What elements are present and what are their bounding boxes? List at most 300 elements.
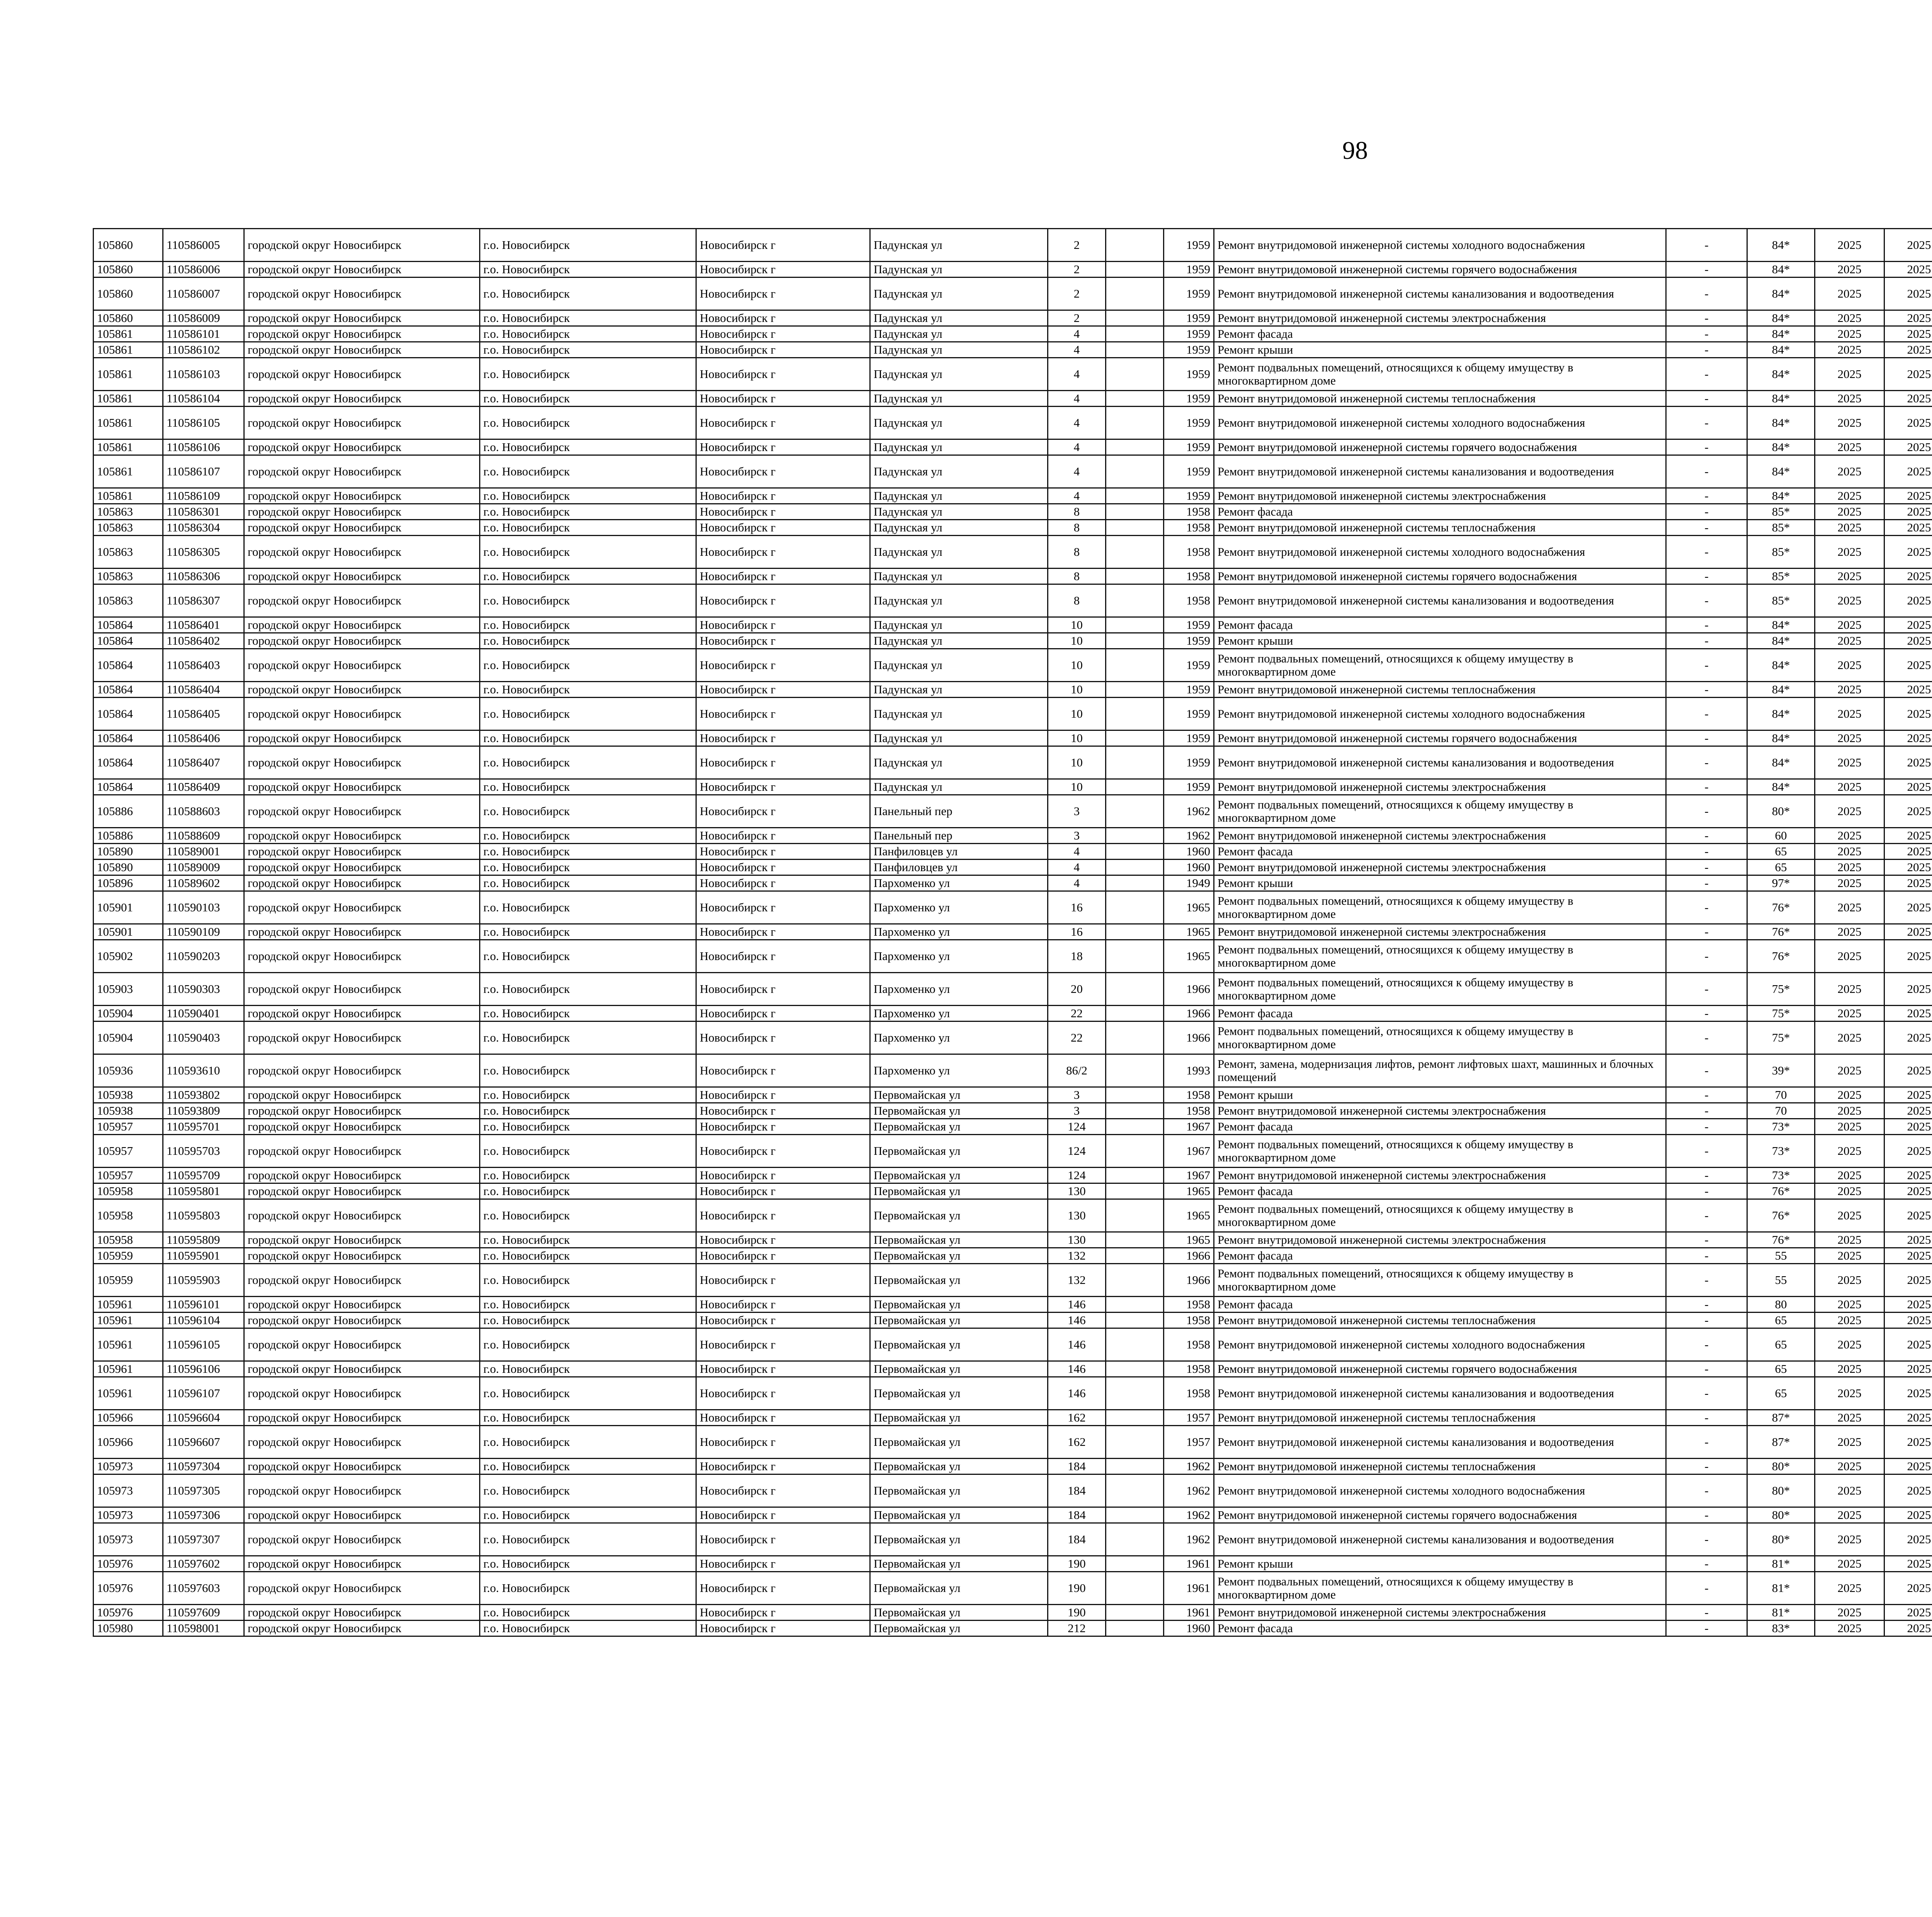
cell-locality: Новосибирск г — [696, 1119, 870, 1135]
cell-work: Ремонт фасада — [1214, 617, 1666, 633]
cell-house: 146 — [1048, 1328, 1106, 1361]
cell-dash: - — [1666, 229, 1747, 262]
cell-locality: Новосибирск г — [696, 1313, 870, 1328]
cell-house-id: 105938 — [94, 1087, 163, 1103]
cell-house: 8 — [1048, 569, 1106, 584]
cell-district: городской округ Новосибирск — [244, 504, 480, 520]
cell-plan-start: 2025 — [1815, 1168, 1884, 1183]
cell-year: 1962 — [1164, 1523, 1214, 1556]
cell-wear: 65 — [1747, 860, 1815, 875]
cell-house-id: 105973 — [94, 1459, 163, 1474]
cell-plan-end: 2025 — [1884, 569, 1932, 584]
cell-locality: Новосибирск г — [696, 278, 870, 310]
cell-district: городской округ Новосибирск — [244, 358, 480, 391]
cell-municipality: г.о. Новосибирск — [480, 1168, 696, 1183]
cell-work: Ремонт фасада — [1214, 504, 1666, 520]
cell-street: Падунская ул — [870, 504, 1048, 520]
cell-house-id: 105976 — [94, 1605, 163, 1621]
cell-house-id: 105957 — [94, 1168, 163, 1183]
cell-district: городской округ Новосибирск — [244, 1264, 480, 1297]
cell-year: 1962 — [1164, 828, 1214, 844]
cell-dash: - — [1666, 407, 1747, 439]
cell-year: 1961 — [1164, 1605, 1214, 1621]
cell-street: Падунская ул — [870, 391, 1048, 407]
cell-plan-end: 2025 — [1884, 1248, 1932, 1264]
cell-plan-end: 2025 — [1884, 891, 1932, 924]
cell-house: 8 — [1048, 584, 1106, 617]
cell-building — [1106, 730, 1164, 746]
cell-year: 1993 — [1164, 1054, 1214, 1087]
table-row — [94, 1474, 1932, 1507]
cell-locality: Новосибирск г — [696, 1103, 870, 1119]
cell-locality: Новосибирск г — [696, 407, 870, 439]
cell-district: городской округ Новосибирск — [244, 746, 480, 779]
cell-house-id: 105861 — [94, 455, 163, 488]
cell-work: Ремонт внутридомовой инженерной системы теплоснабжения — [1214, 1459, 1666, 1474]
cell-municipality: г.о. Новосибирск — [480, 1183, 696, 1199]
cell-house-id: 105959 — [94, 1264, 163, 1297]
cell-building — [1106, 1328, 1164, 1361]
cell-plan-end: 2025 — [1884, 391, 1932, 407]
cell-municipality: г.о. Новосибирск — [480, 844, 696, 860]
cell-street: Панельный пер — [870, 828, 1048, 844]
cell-work-id: 110588603 — [163, 795, 244, 828]
cell-year: 1967 — [1164, 1119, 1214, 1135]
cell-building — [1106, 973, 1164, 1006]
cell-work: Ремонт фасада — [1214, 844, 1666, 860]
cell-district: городской округ Новосибирск — [244, 1621, 480, 1636]
cell-district: городской округ Новосибирск — [244, 844, 480, 860]
cell-plan-start: 2025 — [1815, 973, 1884, 1006]
cell-house: 4 — [1048, 875, 1106, 891]
cell-house-id: 105890 — [94, 844, 163, 860]
cell-locality: Новосибирск г — [696, 326, 870, 342]
cell-municipality: г.о. Новосибирск — [480, 1119, 696, 1135]
cell-year: 1959 — [1164, 229, 1214, 262]
cell-locality: Новосибирск г — [696, 973, 870, 1006]
cell-street: Первомайская ул — [870, 1119, 1048, 1135]
cell-dash: - — [1666, 649, 1747, 682]
cell-district: городской округ Новосибирск — [244, 310, 480, 326]
cell-wear: 75* — [1747, 1021, 1815, 1054]
table-row — [94, 1006, 1932, 1021]
cell-district: городской округ Новосибирск — [244, 1459, 480, 1474]
cell-wear: 65 — [1747, 1313, 1815, 1328]
table-row — [94, 1232, 1932, 1248]
cell-wear: 85* — [1747, 504, 1815, 520]
cell-building — [1106, 391, 1164, 407]
cell-plan-end: 2025 — [1884, 649, 1932, 682]
cell-building — [1106, 1248, 1164, 1264]
cell-district: городской округ Новосибирск — [244, 1054, 480, 1087]
cell-wear: 83* — [1747, 1621, 1815, 1636]
cell-house-id: 105966 — [94, 1410, 163, 1426]
cell-work-id: 110586102 — [163, 342, 244, 358]
cell-house: 146 — [1048, 1297, 1106, 1313]
cell-municipality: г.о. Новосибирск — [480, 698, 696, 730]
cell-house-id: 105864 — [94, 779, 163, 795]
cell-house-id: 105957 — [94, 1119, 163, 1135]
cell-work: Ремонт внутридомовой инженерной системы теплоснабжения — [1214, 391, 1666, 407]
cell-locality: Новосибирск г — [696, 1621, 870, 1636]
cell-house: 132 — [1048, 1248, 1106, 1264]
cell-dash: - — [1666, 278, 1747, 310]
cell-house: 4 — [1048, 455, 1106, 488]
table-row — [94, 940, 1932, 973]
cell-wear: 87* — [1747, 1410, 1815, 1426]
cell-work: Ремонт внутридомовой инженерной системы холодного водоснабжения — [1214, 698, 1666, 730]
cell-building — [1106, 1605, 1164, 1621]
cell-plan-start: 2025 — [1815, 617, 1884, 633]
cell-house: 4 — [1048, 391, 1106, 407]
cell-dash: - — [1666, 1523, 1747, 1556]
cell-locality: Новосибирск г — [696, 1232, 870, 1248]
cell-house-id: 105938 — [94, 1103, 163, 1119]
cell-dash: - — [1666, 1459, 1747, 1474]
cell-wear: 84* — [1747, 730, 1815, 746]
cell-dash: - — [1666, 1410, 1747, 1426]
cell-municipality: г.о. Новосибирск — [480, 1523, 696, 1556]
cell-street: Первомайская ул — [870, 1572, 1048, 1605]
cell-building — [1106, 1556, 1164, 1572]
cell-wear: 84* — [1747, 455, 1815, 488]
table-row — [94, 262, 1932, 278]
cell-plan-end: 2025 — [1884, 730, 1932, 746]
cell-year: 1958 — [1164, 1328, 1214, 1361]
cell-wear: 81* — [1747, 1556, 1815, 1572]
cell-plan-start: 2025 — [1815, 698, 1884, 730]
cell-year: 1965 — [1164, 1232, 1214, 1248]
cell-building — [1106, 746, 1164, 779]
table-row — [94, 584, 1932, 617]
cell-wear: 60 — [1747, 828, 1815, 844]
cell-house-id: 105864 — [94, 746, 163, 779]
cell-building — [1106, 407, 1164, 439]
cell-house: 16 — [1048, 891, 1106, 924]
cell-plan-start: 2025 — [1815, 342, 1884, 358]
cell-street: Падунская ул — [870, 520, 1048, 536]
cell-municipality: г.о. Новосибирск — [480, 1006, 696, 1021]
cell-work-id: 110595901 — [163, 1248, 244, 1264]
cell-house: 4 — [1048, 844, 1106, 860]
cell-plan-start: 2025 — [1815, 1232, 1884, 1248]
table-row — [94, 860, 1932, 875]
cell-house: 124 — [1048, 1168, 1106, 1183]
cell-work-id: 110586105 — [163, 407, 244, 439]
cell-wear: 80* — [1747, 1507, 1815, 1523]
cell-dash: - — [1666, 1361, 1747, 1377]
cell-municipality: г.о. Новосибирск — [480, 1426, 696, 1459]
cell-district: городской округ Новосибирск — [244, 262, 480, 278]
cell-locality: Новосибирск г — [696, 455, 870, 488]
cell-plan-end: 2025 — [1884, 326, 1932, 342]
cell-plan-end: 2025 — [1884, 1459, 1932, 1474]
cell-street: Первомайская ул — [870, 1168, 1048, 1183]
cell-year: 1959 — [1164, 455, 1214, 488]
cell-house: 20 — [1048, 973, 1106, 1006]
cell-building — [1106, 262, 1164, 278]
cell-dash: - — [1666, 1087, 1747, 1103]
cell-wear: 85* — [1747, 536, 1815, 569]
cell-dash: - — [1666, 1199, 1747, 1232]
cell-plan-start: 2025 — [1815, 1474, 1884, 1507]
cell-district: городской округ Новосибирск — [244, 795, 480, 828]
cell-street: Первомайская ул — [870, 1426, 1048, 1459]
cell-dash: - — [1666, 795, 1747, 828]
cell-house: 10 — [1048, 649, 1106, 682]
cell-street: Панфиловцев ул — [870, 844, 1048, 860]
cell-work: Ремонт внутридомовой инженерной системы холодного водоснабжения — [1214, 1328, 1666, 1361]
cell-house: 212 — [1048, 1621, 1106, 1636]
cell-house: 10 — [1048, 779, 1106, 795]
cell-dash: - — [1666, 358, 1747, 391]
cell-dash: - — [1666, 1248, 1747, 1264]
cell-district: городской округ Новосибирск — [244, 1426, 480, 1459]
cell-wear: 81* — [1747, 1572, 1815, 1605]
cell-work: Ремонт подвальных помещений, относящихся к общему имуществу в многоквартирном доме — [1214, 1135, 1666, 1168]
table-row — [94, 278, 1932, 310]
cell-municipality: г.о. Новосибирск — [480, 229, 696, 262]
cell-plan-start: 2025 — [1815, 779, 1884, 795]
cell-district: городской округ Новосибирск — [244, 1232, 480, 1248]
table-row — [94, 310, 1932, 326]
cell-work-id: 110598001 — [163, 1621, 244, 1636]
cell-dash: - — [1666, 310, 1747, 326]
cell-plan-end: 2025 — [1884, 488, 1932, 504]
cell-work: Ремонт внутридомовой инженерной системы канализования и водоотведения — [1214, 1426, 1666, 1459]
table-row — [94, 633, 1932, 649]
cell-wear: 76* — [1747, 940, 1815, 973]
cell-locality: Новосибирск г — [696, 1021, 870, 1054]
table-row — [94, 407, 1932, 439]
cell-house-id: 105961 — [94, 1297, 163, 1313]
cell-locality: Новосибирск г — [696, 536, 870, 569]
cell-locality: Новосибирск г — [696, 779, 870, 795]
cell-work: Ремонт крыши — [1214, 1556, 1666, 1572]
cell-wear: 80* — [1747, 795, 1815, 828]
cell-wear: 84* — [1747, 633, 1815, 649]
cell-building — [1106, 860, 1164, 875]
cell-dash: - — [1666, 342, 1747, 358]
cell-work-id: 110586103 — [163, 358, 244, 391]
cell-house-id: 105886 — [94, 828, 163, 844]
cell-house-id: 105863 — [94, 520, 163, 536]
cell-locality: Новосибирск г — [696, 730, 870, 746]
cell-building — [1106, 1523, 1164, 1556]
cell-house-id: 105980 — [94, 1621, 163, 1636]
cell-street: Падунская ул — [870, 262, 1048, 278]
cell-house: 3 — [1048, 795, 1106, 828]
cell-wear: 97* — [1747, 875, 1815, 891]
cell-house-id: 105904 — [94, 1006, 163, 1021]
table-row — [94, 1459, 1932, 1474]
cell-street: Первомайская ул — [870, 1621, 1048, 1636]
cell-municipality: г.о. Новосибирск — [480, 1328, 696, 1361]
cell-work: Ремонт внутридомовой инженерной системы теплоснабжения — [1214, 520, 1666, 536]
cell-plan-start: 2025 — [1815, 536, 1884, 569]
cell-municipality: г.о. Новосибирск — [480, 439, 696, 455]
cell-building — [1106, 358, 1164, 391]
cell-dash: - — [1666, 326, 1747, 342]
cell-district: городской округ Новосибирск — [244, 973, 480, 1006]
cell-work-id: 110596604 — [163, 1410, 244, 1426]
cell-work-id: 110597609 — [163, 1605, 244, 1621]
cell-dash: - — [1666, 779, 1747, 795]
cell-work: Ремонт крыши — [1214, 342, 1666, 358]
cell-work-id: 110596107 — [163, 1377, 244, 1410]
cell-district: городской округ Новосибирск — [244, 439, 480, 455]
table-row — [94, 1426, 1932, 1459]
cell-municipality: г.о. Новосибирск — [480, 891, 696, 924]
table-row — [94, 455, 1932, 488]
cell-work: Ремонт внутридомовой инженерной системы теплоснабжения — [1214, 682, 1666, 698]
cell-dash: - — [1666, 1119, 1747, 1135]
cell-plan-end: 2025 — [1884, 682, 1932, 698]
table-row — [94, 1572, 1932, 1605]
cell-year: 1958 — [1164, 1087, 1214, 1103]
cell-locality: Новосибирск г — [696, 924, 870, 940]
cell-work: Ремонт внутридомовой инженерной системы горячего водоснабжения — [1214, 262, 1666, 278]
table-row — [94, 1297, 1932, 1313]
cell-work-id: 110586104 — [163, 391, 244, 407]
cell-dash: - — [1666, 1135, 1747, 1168]
cell-house: 4 — [1048, 860, 1106, 875]
cell-house: 162 — [1048, 1426, 1106, 1459]
cell-plan-end: 2025 — [1884, 698, 1932, 730]
cell-dash: - — [1666, 860, 1747, 875]
cell-district: городской округ Новосибирск — [244, 617, 480, 633]
cell-dash: - — [1666, 746, 1747, 779]
cell-wear: 76* — [1747, 891, 1815, 924]
cell-work: Ремонт внутридомовой инженерной системы теплоснабжения — [1214, 1313, 1666, 1328]
cell-locality: Новосибирск г — [696, 262, 870, 278]
cell-house: 3 — [1048, 1103, 1106, 1119]
cell-plan-start: 2025 — [1815, 1087, 1884, 1103]
cell-building — [1106, 1264, 1164, 1297]
cell-locality: Новосибирск г — [696, 488, 870, 504]
cell-work-id: 110590401 — [163, 1006, 244, 1021]
cell-dash: - — [1666, 1507, 1747, 1523]
cell-work: Ремонт внутридомовой инженерной системы электроснабжения — [1214, 779, 1666, 795]
cell-wear: 85* — [1747, 584, 1815, 617]
cell-work-id: 110589009 — [163, 860, 244, 875]
cell-locality: Новосибирск г — [696, 1474, 870, 1507]
cell-work: Ремонт внутридомовой инженерной системы канализования и водоотведения — [1214, 455, 1666, 488]
cell-plan-end: 2025 — [1884, 779, 1932, 795]
cell-municipality: г.о. Новосибирск — [480, 536, 696, 569]
cell-house: 190 — [1048, 1572, 1106, 1605]
cell-work-id: 110593809 — [163, 1103, 244, 1119]
cell-building — [1106, 1135, 1164, 1168]
cell-year: 1961 — [1164, 1572, 1214, 1605]
cell-street: Первомайская ул — [870, 1313, 1048, 1328]
cell-locality: Новосибирск г — [696, 342, 870, 358]
cell-work-id: 110595803 — [163, 1199, 244, 1232]
table-row — [94, 326, 1932, 342]
cell-work-id: 110597304 — [163, 1459, 244, 1474]
cell-wear: 84* — [1747, 617, 1815, 633]
cell-building — [1106, 504, 1164, 520]
cell-wear: 65 — [1747, 1377, 1815, 1410]
cell-wear: 84* — [1747, 262, 1815, 278]
cell-dash: - — [1666, 1556, 1747, 1572]
cell-locality: Новосибирск г — [696, 1248, 870, 1264]
cell-street: Падунская ул — [870, 439, 1048, 455]
cell-house-id: 105973 — [94, 1507, 163, 1523]
cell-district: городской округ Новосибирск — [244, 1119, 480, 1135]
cell-plan-end: 2025 — [1884, 1605, 1932, 1621]
cell-locality: Новосибирск г — [696, 649, 870, 682]
cell-wear: 80* — [1747, 1523, 1815, 1556]
cell-work-id: 110586307 — [163, 584, 244, 617]
table-row — [94, 617, 1932, 633]
cell-plan-start: 2025 — [1815, 940, 1884, 973]
cell-dash: - — [1666, 1313, 1747, 1328]
cell-work: Ремонт крыши — [1214, 875, 1666, 891]
cell-plan-end: 2025 — [1884, 1168, 1932, 1183]
cell-year: 1959 — [1164, 358, 1214, 391]
cell-dash: - — [1666, 1426, 1747, 1459]
cell-wear: 70 — [1747, 1087, 1815, 1103]
cell-building — [1106, 488, 1164, 504]
cell-district: городской округ Новосибирск — [244, 536, 480, 569]
cell-municipality: г.о. Новосибирск — [480, 1313, 696, 1328]
cell-work: Ремонт внутридомовой инженерной системы горячего водоснабжения — [1214, 1507, 1666, 1523]
cell-locality: Новосибирск г — [696, 1572, 870, 1605]
cell-dash: - — [1666, 875, 1747, 891]
cell-house-id: 105976 — [94, 1556, 163, 1572]
cell-year: 1960 — [1164, 1621, 1214, 1636]
cell-year: 1959 — [1164, 779, 1214, 795]
cell-municipality: г.о. Новосибирск — [480, 520, 696, 536]
cell-plan-end: 2025 — [1884, 1054, 1932, 1087]
cell-year: 1966 — [1164, 1021, 1214, 1054]
cell-municipality: г.о. Новосибирск — [480, 633, 696, 649]
cell-plan-end: 2025 — [1884, 1572, 1932, 1605]
cell-district: городской округ Новосибирск — [244, 779, 480, 795]
cell-municipality: г.о. Новосибирск — [480, 1361, 696, 1377]
cell-wear: 87* — [1747, 1426, 1815, 1459]
cell-house-id: 105896 — [94, 875, 163, 891]
cell-locality: Новосибирск г — [696, 1328, 870, 1361]
cell-building — [1106, 1377, 1164, 1410]
cell-district: городской округ Новосибирск — [244, 1328, 480, 1361]
cell-wear: 80* — [1747, 1459, 1815, 1474]
cell-dash: - — [1666, 844, 1747, 860]
cell-house-id: 105961 — [94, 1361, 163, 1377]
cell-plan-end: 2025 — [1884, 1507, 1932, 1523]
cell-plan-start: 2025 — [1815, 1021, 1884, 1054]
cell-plan-start: 2025 — [1815, 633, 1884, 649]
cell-house-id: 105863 — [94, 536, 163, 569]
cell-house-id: 105864 — [94, 730, 163, 746]
cell-municipality: г.о. Новосибирск — [480, 860, 696, 875]
cell-work: Ремонт внутридомовой инженерной системы канализования и водоотведения — [1214, 1377, 1666, 1410]
cell-plan-start: 2025 — [1815, 1054, 1884, 1087]
cell-plan-start: 2025 — [1815, 1361, 1884, 1377]
cell-plan-end: 2025 — [1884, 924, 1932, 940]
cell-work-id: 110590109 — [163, 924, 244, 940]
cell-year: 1959 — [1164, 746, 1214, 779]
cell-plan-end: 2025 — [1884, 1474, 1932, 1507]
cell-work-id: 110596607 — [163, 1426, 244, 1459]
cell-municipality: г.о. Новосибирск — [480, 1459, 696, 1474]
cell-building — [1106, 1103, 1164, 1119]
cell-street: Пархоменко ул — [870, 1054, 1048, 1087]
cell-building — [1106, 1168, 1164, 1183]
cell-year: 1959 — [1164, 391, 1214, 407]
cell-district: городской округ Новосибирск — [244, 1297, 480, 1313]
